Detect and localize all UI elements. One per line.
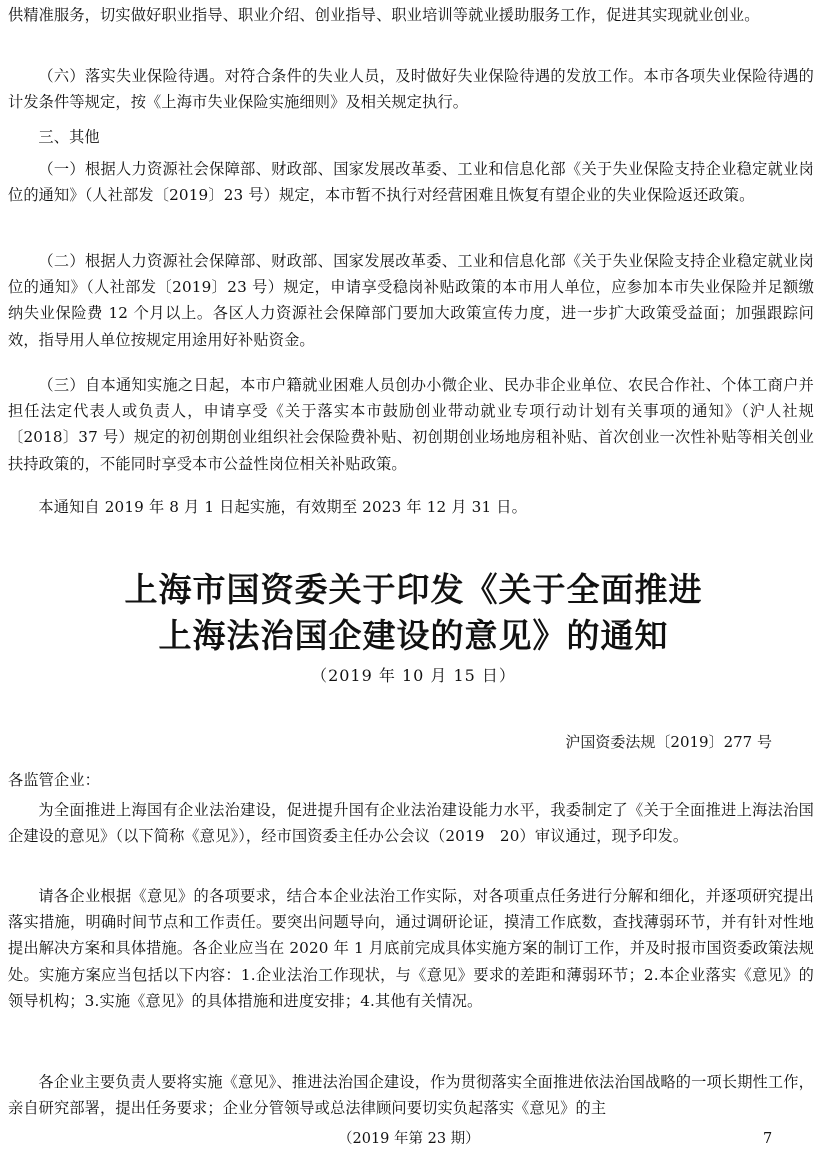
notice-paragraph-3: 各企业主要负责人要将实施《意见》、推进法治国企建设，作为贯彻落实全面推进依法治国战略的一项长期性工作，亲自研究部署，提出任务要求；企业分管领导或总法律顾问要切实负起落实《意见》的主: [8, 1073, 814, 1118]
notice-title-line-2: 上海法治国企建设的意见》的通知: [158, 616, 669, 655]
paragraph-effective-date: 本通知自 2019 年 8 月 1 日起实施，有效期至 2023 年 12 月 31 日。: [38, 498, 527, 516]
salutation: 各监管企业：: [8, 771, 101, 789]
section-heading-other: 三、其他: [38, 128, 100, 146]
paragraph-other-item-2: （二）根据人力资源社会保障部、财政部、国家发展改革委、工业和信息化部《关于失业保险支持企业稳定就业岗位的通知》（人社部发〔2019〕23 号）规定，申请享受稳岗补贴政策的本市用人单位，应参加本市失业保险并足额缴纳失业保险费 12 个月以上。各区人力资源社会保障部门要加大政策宣传力度，进一步扩大政策受益面；加强跟踪问效，指导用人单位按规定用途用好补贴资金。: [8, 252, 814, 349]
paragraph-unemployment-benefits: （六）落实失业保险待遇。对符合条件的失业人员，及时做好失业保险待遇的发放工作。本市各项失业保险待遇的计发条件等规定，按《上海市失业保险实施细则》及相关规定执行。: [8, 67, 814, 112]
paragraph-other-item-1: （一）根据人力资源社会保障部、财政部、国家发展改革委、工业和信息化部《关于失业保险支持企业稳定就业岗位的通知》（人社部发〔2019〕23 号）规定，本市暂不执行对经营困难且恢复有望企业的失业保险返还政策。: [8, 160, 814, 205]
notice-paragraph-2: 请各企业根据《意见》的各项要求，结合本企业法治工作实际，对各项重点任务进行分解和细化，并逐项研究提出落实措施，明确时间节点和工作责任。要突出问题导向，通过调研论证，摸清工作底数，查找薄弱环节，并有针对性地提出解决方案和具体措施。各企业应当在 2020 年 1 月底前完成具体实施方案的制订工作，并及时报市国资委政策法规处。实施方案应当包括以下内容：1.企业法治工作现状，与《意见》要求的差距和薄弱环节；2.本企业落实《意见》的领导机构；3.实施《意见》的具体措施和进度安排；4.其他有关情况。: [8, 887, 814, 1010]
document-number: 沪国资委法规〔2019〕277 号: [565, 733, 772, 751]
paragraph-other-item-3: （三）自本通知实施之日起，本市户籍就业困难人员创办小微企业、民办非企业单位、农民合作社、个体工商户并担任法定代表人或负责人，申请享受《关于落实本市鼓励创业带动就业专项行动计划有关事项的通知》（沪人社规〔2018〕37 号）规定的初创期创业组织社会保险费补贴、初创期创业场地房租补贴、首次创业一次性补贴等相关创业扶持政策的，不能同时享受本市公益性岗位相关补贴政策。: [8, 376, 814, 473]
page-number: 7: [763, 1131, 773, 1147]
notice-paragraph-1: 为全面推进上海国有企业法治建设，促进提升国有企业法治建设能力水平，我委制定了《关于全面推进上海法治国企建设的意见》（以下简称《意见》），经市国资委主任办公会议（2019 20）审议通过，现予印发。: [8, 801, 814, 846]
paragraph-continuation: 供精准服务，切实做好职业指导、职业介绍、创业指导、职业培训等就业援助服务工作，促进其实现就业创业。: [8, 6, 760, 24]
notice-title-line-1: 上海市国资委关于印发《关于全面推进: [124, 570, 703, 609]
footer-issue: （2019 年第 23 期）: [338, 1131, 480, 1147]
notice-date: （2019 年 10 月 15 日）: [311, 666, 516, 685]
